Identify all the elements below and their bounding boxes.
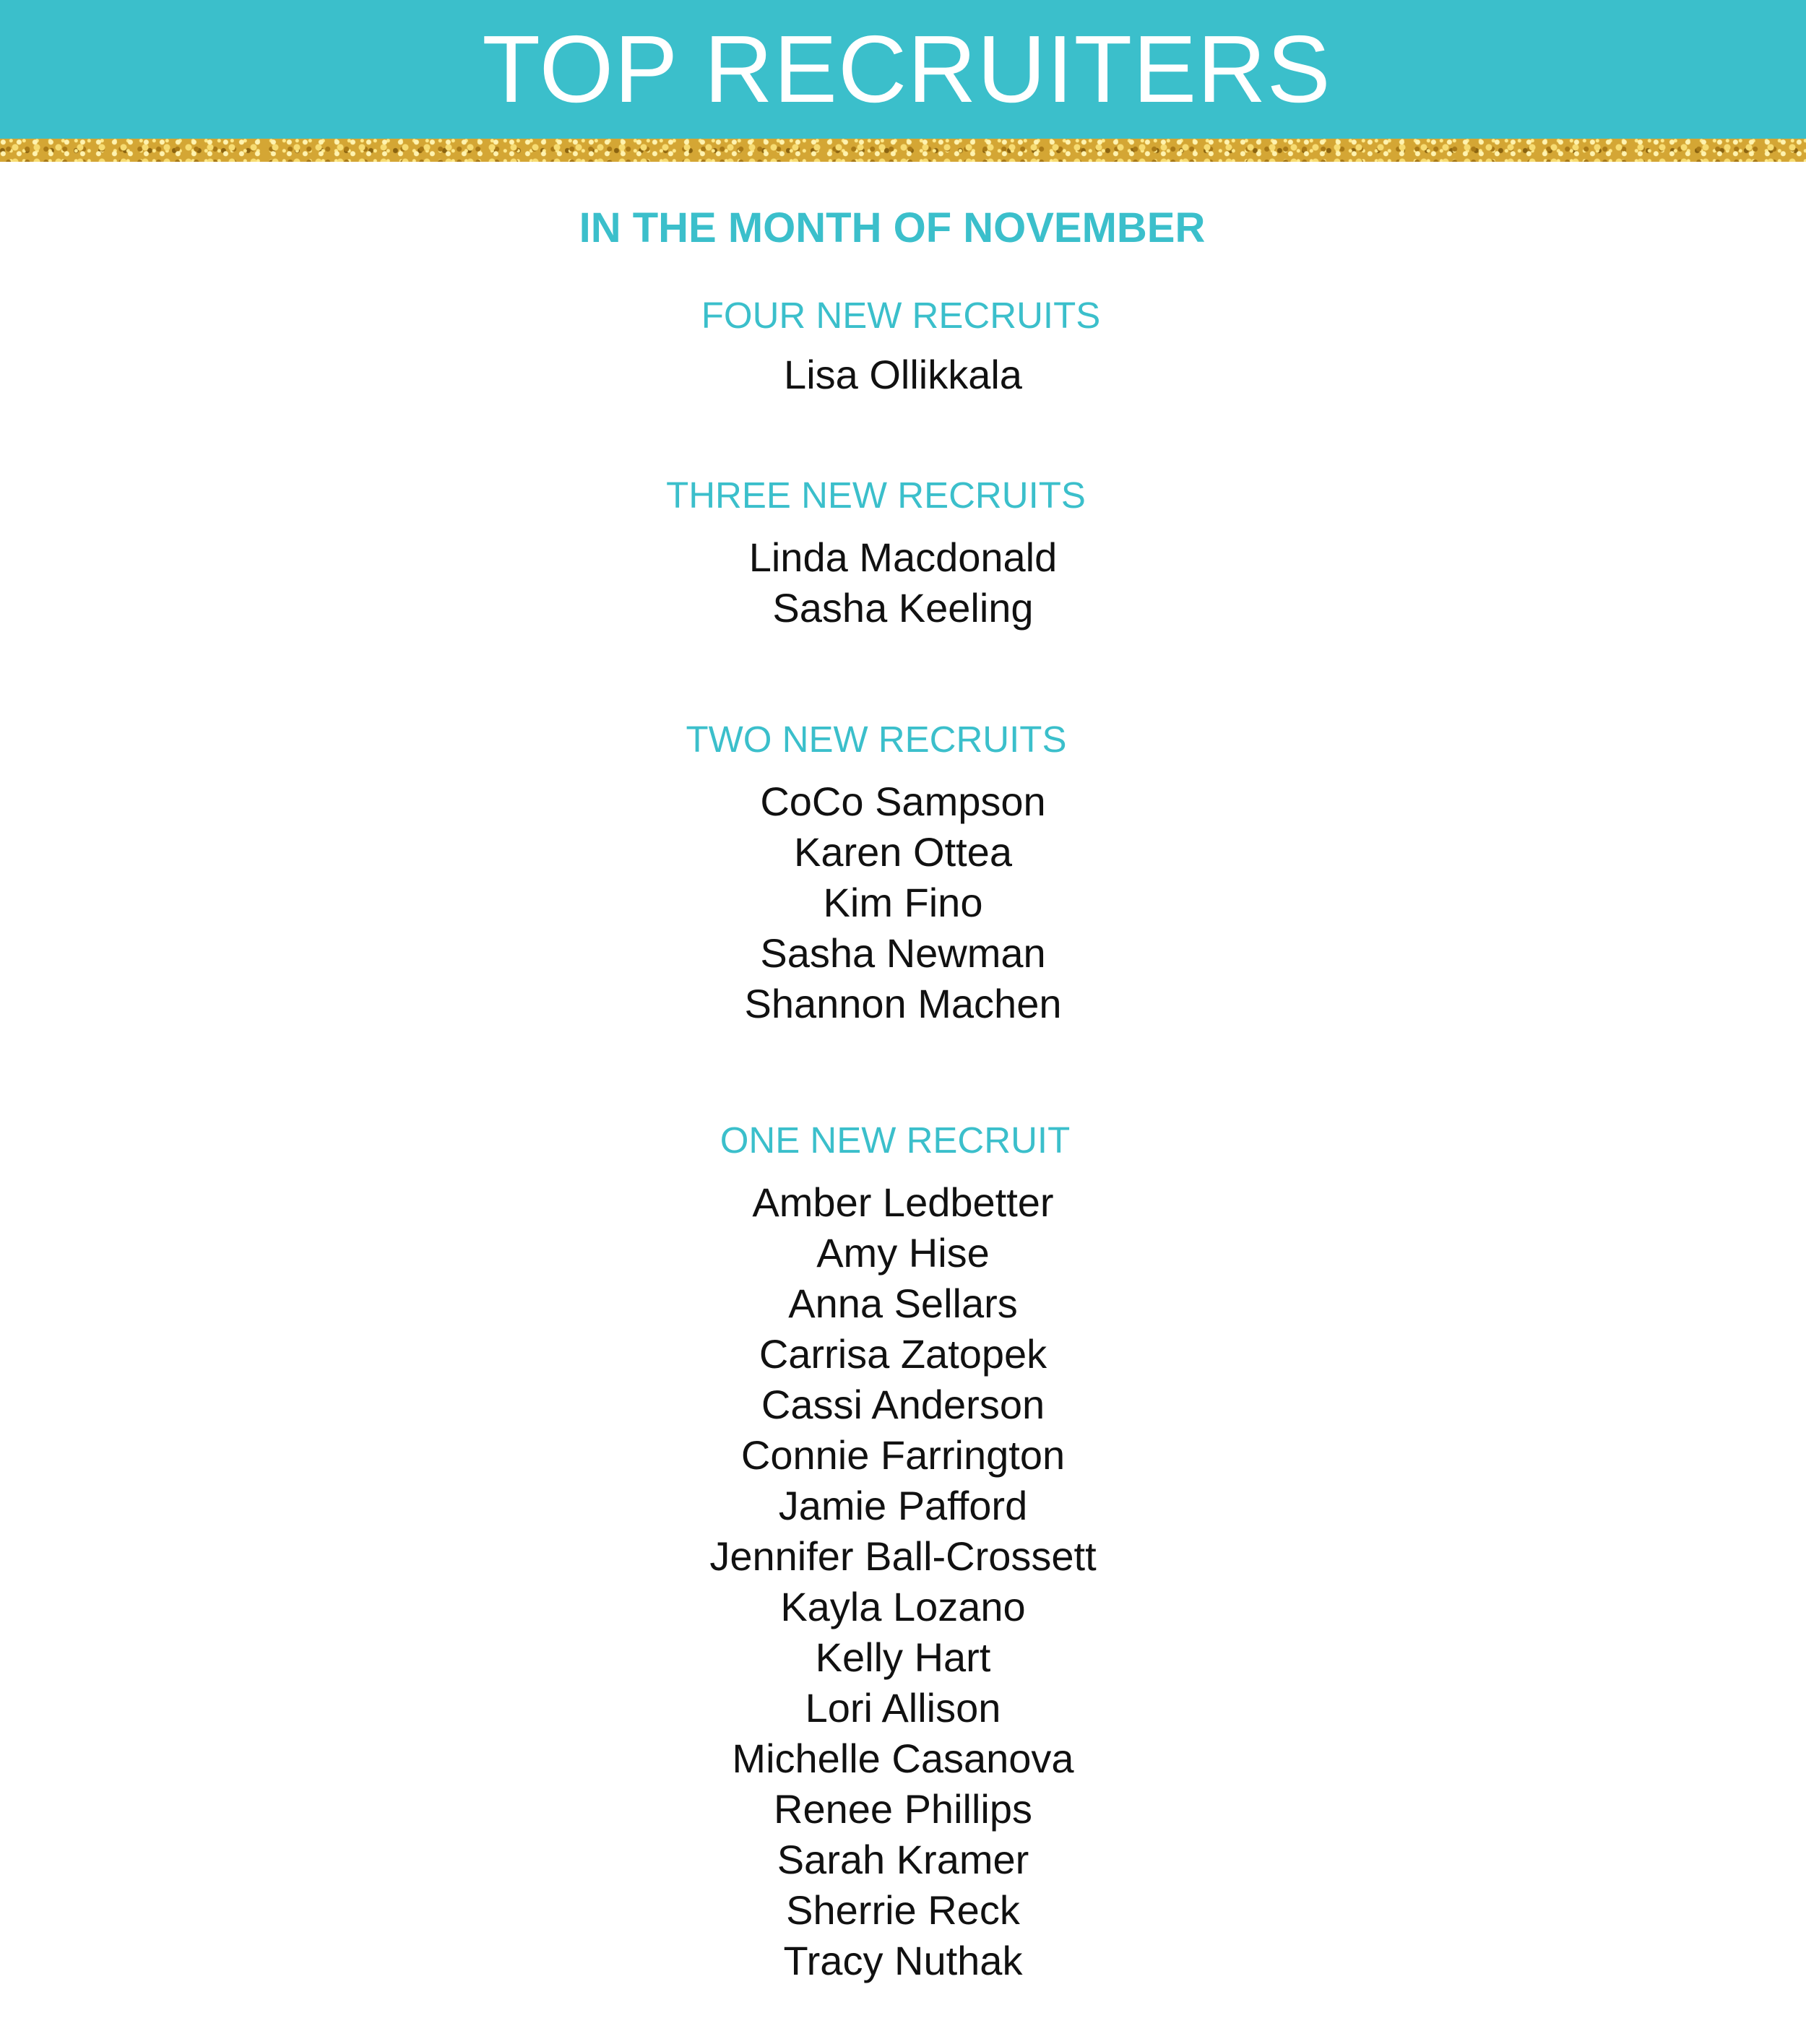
name-list <box>0 776 1806 1029</box>
recruiter-name: Kim Fino <box>823 880 983 925</box>
recruiter-name: Cassi Anderson <box>761 1382 1045 1427</box>
recruiter-name: Kayla Lozano <box>780 1584 1026 1629</box>
recruiter-name: Linda Macdonald <box>748 534 1058 580</box>
page-title: TOP RECRUITERS <box>482 16 1331 122</box>
name-list <box>0 532 1806 633</box>
recruiter-name: Karen Ottea <box>794 829 1012 875</box>
tier-heading: THREE NEW RECRUITS <box>666 475 1086 516</box>
recruiter-name: Amber Ledbetter <box>752 1179 1054 1225</box>
recruiter-name: Jennifer Ball-Crossett <box>709 1533 1097 1579</box>
recruiter-name: Jamie Pafford <box>778 1483 1028 1528</box>
tier-heading: TWO NEW RECRUITS <box>686 719 1067 760</box>
recruiter-name: Kelly Hart <box>815 1634 991 1680</box>
tier-three-recruits <box>0 474 1806 633</box>
tier-heading: FOUR NEW RECRUITS <box>701 295 1101 336</box>
name-list <box>0 350 1806 400</box>
recruiter-name: Connie Farrington <box>740 1432 1066 1478</box>
recruiter-name: Renee Phillips <box>774 1786 1032 1832</box>
tier-one-recruit <box>0 1119 1806 1986</box>
recruiter-name: Sasha Keeling <box>772 585 1034 631</box>
recruiter-name: Sherrie Reck <box>786 1887 1020 1933</box>
recruiter-name: Tracy Nuthak <box>783 1938 1023 1983</box>
tier-heading: ONE NEW RECRUIT <box>720 1120 1071 1161</box>
recruiter-name: CoCo Sampson <box>760 779 1046 824</box>
recruiter-name: Carrisa Zatopek <box>759 1331 1047 1377</box>
header-banner <box>0 0 1806 139</box>
recruiter-name: Shannon Machen <box>744 981 1062 1026</box>
gold-glitter-border <box>0 139 1806 162</box>
recruiter-name: Sarah Kramer <box>777 1837 1029 1882</box>
recruiter-name: Sasha Newman <box>760 930 1046 976</box>
recruiter-name: Michelle Casanova <box>732 1736 1074 1781</box>
month-subtitle: IN THE MONTH OF NOVEMBER <box>579 204 1206 251</box>
tier-two-recruits <box>0 718 1806 1029</box>
recruiter-name: Lisa Ollikkala <box>784 352 1022 397</box>
recruiter-name: Anna Sellars <box>788 1281 1018 1326</box>
recruiter-name: Lori Allison <box>805 1685 1001 1731</box>
recruiter-name: Amy Hise <box>816 1230 990 1276</box>
name-list <box>0 1177 1806 1986</box>
tier-four-recruits <box>0 294 1806 400</box>
